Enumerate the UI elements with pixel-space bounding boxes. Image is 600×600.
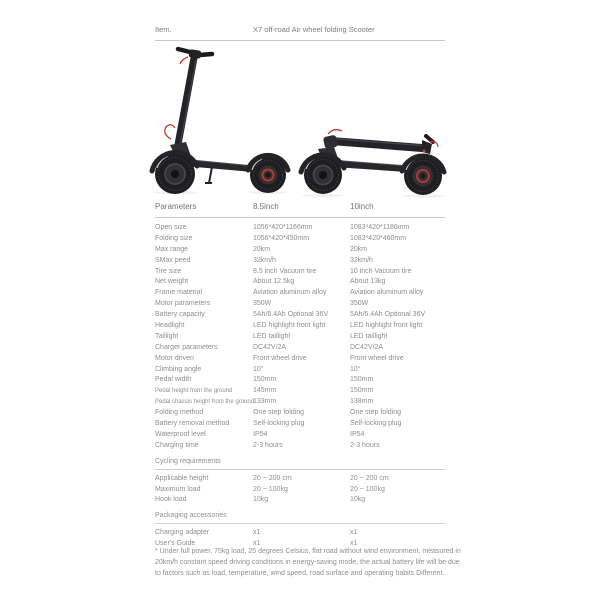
spec-value-10inch: IP54	[350, 430, 365, 438]
spec-value-8-5inch: 2-3 hours	[253, 441, 283, 449]
scooter-unfolded-image	[148, 42, 293, 194]
spec-row	[155, 385, 445, 396]
footnote: * Under full power, 75kg load, 25 degrees Celsius, flat road without wind environment, measured in 20km/h constant speed driving conditions in energy-saving mode, the actual battery life will be due to factors such as load, temperature, wind speed, road surface and operating habits Different.	[155, 548, 461, 577]
spec-value-10inch: LED highlight front light	[350, 321, 423, 329]
spec-value-10inch: 150mm	[350, 376, 374, 384]
spec-value-10inch: 20km	[350, 245, 368, 253]
spec-value-8-5inch: 1056*420*450mm	[253, 234, 310, 242]
spec-value-10inch: x1	[350, 529, 358, 537]
spec-value-8-5inch: 10kg	[253, 496, 269, 504]
spec-value-8-5inch: 20 ~ 200 cm	[253, 474, 292, 482]
spec-row	[155, 233, 445, 244]
spec-value-8-5inch: 133mm	[253, 398, 277, 406]
spec-value-8-5inch: DC42V/2A	[253, 343, 287, 351]
spec-label: Charging time	[155, 441, 199, 449]
spec-value-10inch: 1083*420*1186mm	[350, 223, 410, 231]
spec-value-8-5inch: x1	[253, 540, 261, 548]
spec-label: Pedal height from the ground	[155, 387, 233, 394]
spec-label: Net weight	[155, 278, 189, 286]
spec-label: Motor driven	[155, 354, 194, 362]
spec-row	[155, 342, 445, 353]
spec-value-10inch: x1	[350, 540, 358, 548]
spec-label: Motor parameters	[155, 300, 211, 308]
spec-label: Folding method	[155, 409, 204, 417]
spec-row	[155, 353, 445, 364]
section-rows-1	[155, 524, 445, 549]
spec-label: Waterproof level	[155, 430, 206, 438]
product-title: X7 off-road Air wheel folding Scooter	[253, 25, 375, 34]
spec-label: Climbing angle	[155, 365, 202, 373]
spec-row	[155, 396, 445, 407]
spec-label: Applicable height	[155, 474, 209, 482]
spec-value-8-5inch: x1	[253, 529, 261, 537]
spec-row	[155, 527, 445, 538]
spec-value-8-5inch: 145mm	[253, 387, 277, 395]
spec-value-10inch: 10 inch Vacuum tire	[350, 267, 412, 275]
spec-row	[155, 407, 445, 418]
spec-value-10inch: 150mm	[350, 387, 374, 395]
spec-value-10inch: 20 ~ 200 cm	[350, 474, 389, 482]
column-header-10inch: 10inch	[350, 202, 374, 211]
section-title-cycling-requirements: Cycling requirements	[155, 456, 445, 470]
spec-row	[155, 222, 445, 233]
spec-value-10inch: Self-locking plug	[350, 419, 402, 427]
spec-value-8-5inch: 20km	[253, 245, 271, 253]
spec-table-header	[155, 202, 445, 218]
spec-value-8-5inch: Self-locking plug	[253, 419, 305, 427]
spec-row	[155, 276, 445, 287]
spec-label: User's Guide	[155, 540, 196, 548]
spec-row	[155, 320, 445, 331]
spec-value-10inch: DC42V/2A	[350, 343, 384, 351]
spec-value-8-5inch: IP54	[253, 430, 268, 438]
spec-row	[155, 309, 445, 320]
spec-table	[155, 202, 445, 549]
spec-row	[155, 429, 445, 440]
spec-value-8-5inch: 32km/h	[253, 256, 276, 264]
column-header-parameters: Parameters	[155, 202, 197, 211]
spec-value-8-5inch: Front wheel drive	[253, 354, 307, 362]
spec-value-8-5inch: 350W	[253, 300, 272, 308]
spec-row	[155, 418, 445, 429]
spec-row	[155, 473, 445, 484]
spec-label: Charging adapter	[155, 529, 210, 537]
spec-label: Maximum load	[155, 485, 201, 493]
spec-value-10inch: Aviation aluminum alloy	[350, 289, 424, 297]
spec-value-8-5inch: 1056*420*1166mm	[253, 223, 313, 231]
spec-value-10inch: 10kg	[350, 496, 366, 504]
spec-row	[155, 440, 445, 451]
spec-label: Folding size	[155, 234, 193, 242]
spec-label: Headlight	[155, 321, 185, 329]
spec-value-10inch: 5Ah/6.4Ah Optional 36V	[350, 311, 426, 319]
spec-row	[155, 244, 445, 255]
spec-value-8-5inch: Aviation aluminum alloy	[253, 289, 327, 297]
spec-value-8-5inch: 8.5 inch Vacuum tire	[253, 267, 317, 275]
spec-value-10inch: 138mm	[350, 398, 374, 406]
spec-value-10inch: 20 ~ 100kg	[350, 485, 385, 493]
section-title-packaging-accessories: Packaging accessories	[155, 510, 445, 524]
spec-value-8-5inch: One step folding	[253, 409, 304, 417]
spec-rows-main	[155, 218, 445, 451]
spec-row	[155, 255, 445, 266]
spec-value-10inch: One step folding	[350, 409, 401, 417]
spec-label: Open size	[155, 223, 187, 231]
spec-label: SMax peed	[155, 256, 191, 264]
spec-value-8-5inch: 10°	[253, 365, 264, 373]
spec-value-8-5inch: LED highlight front light	[253, 321, 326, 329]
spec-label: Pedal chassis height from the ground	[155, 398, 255, 405]
spec-value-8-5inch: 20 ~ 100kg	[253, 485, 288, 493]
spec-row	[155, 331, 445, 342]
spec-value-8-5inch: 150mm	[253, 376, 277, 384]
spec-label: Frame material	[155, 289, 203, 297]
header-bar	[155, 25, 445, 41]
spec-value-10inch: Front wheel drive	[350, 354, 404, 362]
spec-value-10inch: LED taillight	[350, 332, 388, 340]
spec-label: Tire size	[155, 267, 182, 275]
spec-value-10inch: 32km/h	[350, 256, 373, 264]
spec-label: Max range	[155, 245, 189, 253]
spec-row	[155, 494, 445, 505]
spec-label: Battery capacity	[155, 311, 205, 319]
spec-row	[155, 484, 445, 495]
spec-label: Taillight	[155, 332, 179, 340]
spec-value-10inch: 10°	[350, 365, 361, 373]
spec-label: Hook load	[155, 496, 187, 504]
spec-value-10inch: 2-3 hours	[350, 441, 380, 449]
spec-label: Charger parameters	[155, 343, 218, 351]
spec-label: Pedal width	[155, 376, 192, 384]
spec-value-8-5inch: LED taillight	[253, 332, 291, 340]
spec-value-10inch: 350W	[350, 300, 369, 308]
spec-label: Battery removal method	[155, 419, 230, 427]
spec-row	[155, 287, 445, 298]
scooter-folded-image	[298, 122, 463, 198]
spec-row	[155, 374, 445, 385]
spec-value-8-5inch: 5Ah/6.4Ah Optional 36V	[253, 311, 329, 319]
spec-row	[155, 298, 445, 309]
spec-value-10inch: 1083*420*460mm	[350, 234, 407, 242]
spec-value-10inch: About 13kg	[350, 278, 386, 286]
column-header-8-5inch: 8.5inch	[253, 202, 279, 211]
spec-row	[155, 364, 445, 375]
spec-row	[155, 266, 445, 277]
spec-value-8-5inch: About 12.5kg	[253, 278, 295, 286]
item-label: Item.	[155, 25, 172, 34]
section-rows-0	[155, 470, 445, 506]
